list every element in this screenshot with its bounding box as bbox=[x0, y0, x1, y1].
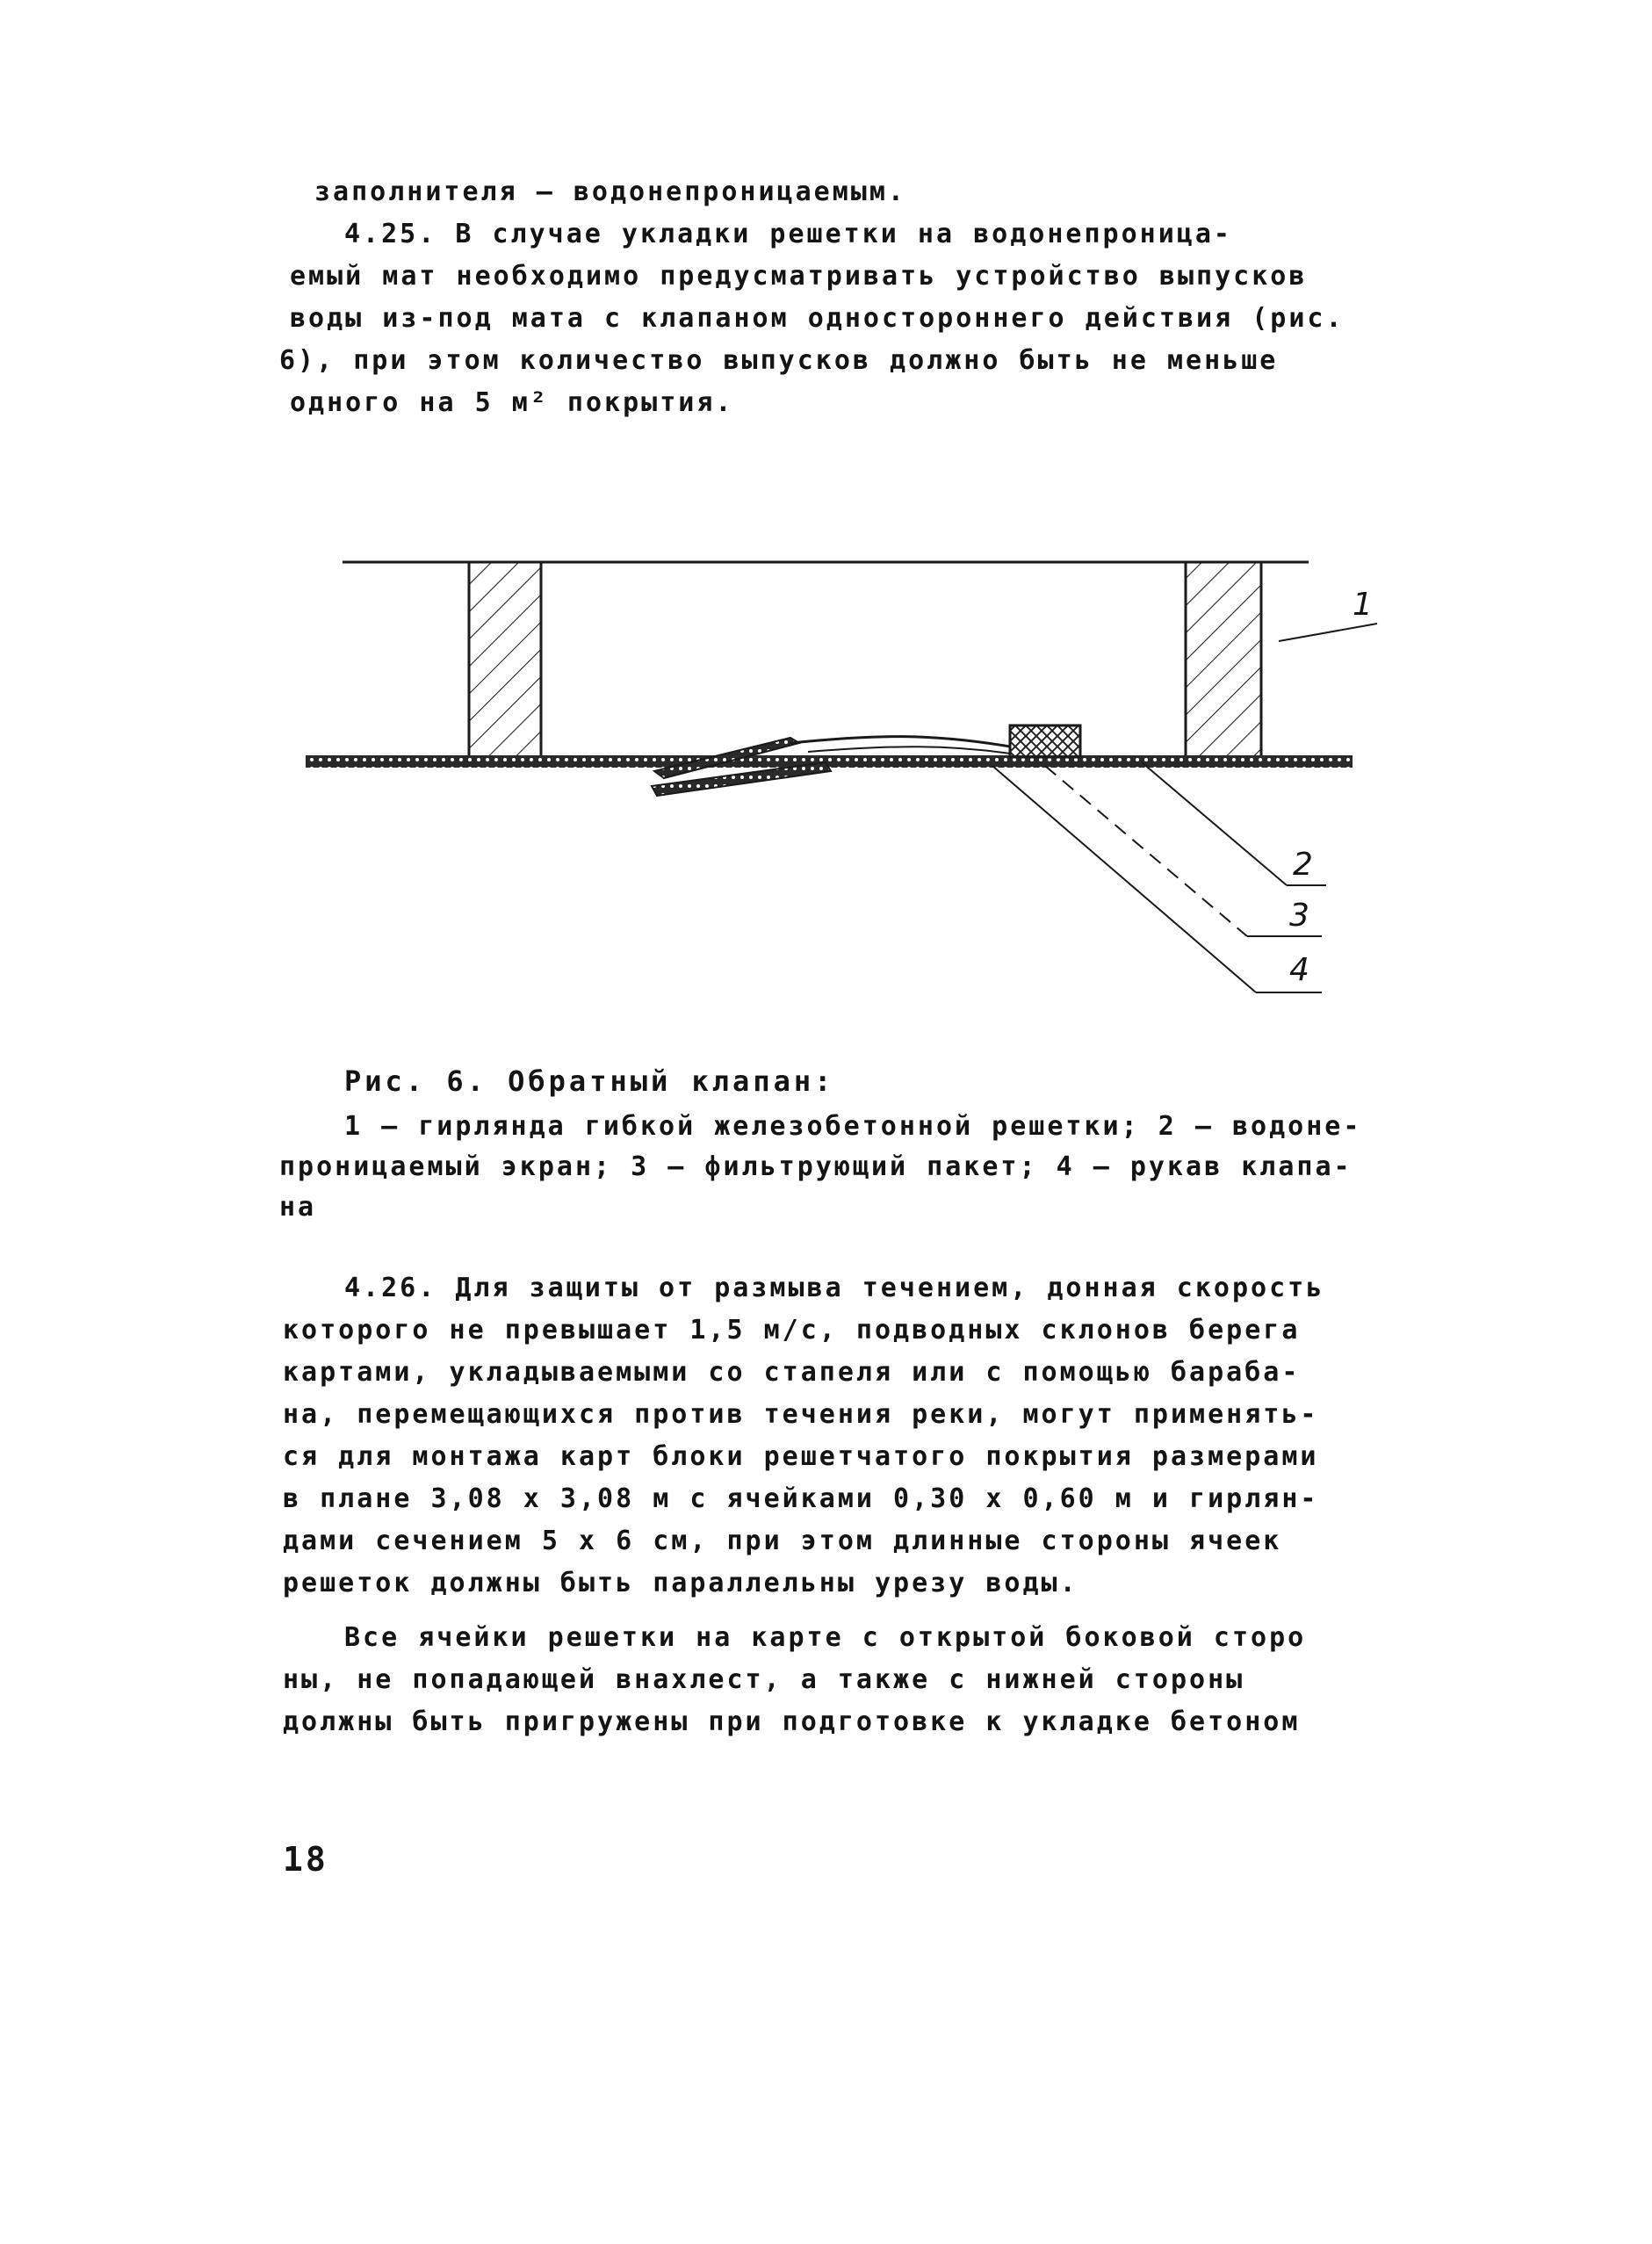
text-line: ны, не попадающей внахлест, а также с нижней стороны bbox=[283, 1664, 1245, 1695]
page-number: 18 bbox=[283, 1840, 328, 1879]
caption-line: 1 – гирлянда гибкой железобетонной решетки; 2 – водоне- bbox=[344, 1111, 1362, 1142]
callout-3: 3 bbox=[1289, 898, 1309, 934]
text-line: емый мат необходимо предусматривать устройство выпусков bbox=[290, 261, 1308, 292]
leader-2 bbox=[1142, 762, 1287, 885]
callout-2: 2 bbox=[1293, 847, 1313, 883]
beam-right bbox=[1186, 562, 1261, 757]
figure-check-valve bbox=[299, 536, 1388, 1028]
text-line: 4.26. Для защиты от размыва течением, донная скорость bbox=[344, 1273, 1325, 1303]
text-line: воды из-под мата с клапаном одностороннего действия (рис. bbox=[290, 303, 1345, 334]
leader-4 bbox=[992, 766, 1256, 992]
leader-3 bbox=[1045, 766, 1247, 936]
filter-package bbox=[1010, 725, 1080, 757]
caption-line: проницаемый экран; 3 – фильтрующий пакет; 4 – рукав клапа- bbox=[279, 1151, 1353, 1182]
check-valve-diagram bbox=[299, 536, 1388, 1028]
caption-title: Рис. 6. Обратный клапан: bbox=[344, 1064, 835, 1098]
beam-left bbox=[469, 562, 541, 757]
text-line: дами сечением 5 x 6 см, при этом длинные стороны ячеек bbox=[283, 1526, 1282, 1556]
valve-flap-line bbox=[790, 737, 1010, 747]
text-line: одного на 5 м² покрытия. bbox=[290, 387, 734, 418]
callout-1: 1 bbox=[1353, 587, 1373, 623]
text-line: 4.25. В случае укладки решетки на водонепроница- bbox=[344, 219, 1232, 249]
valve-flap-line-2 bbox=[808, 747, 1010, 754]
text-line: 6), при этом количество выпусков должно быть не меньше bbox=[279, 345, 1279, 376]
text-line: которого не превышает 1,5 м/с, подводных склонов берега bbox=[283, 1315, 1301, 1346]
text-line: решеток должны быть параллельны урезу воды. bbox=[283, 1568, 1078, 1598]
text-line: ся для монтажа карт блоки решетчатого покрытия размерами bbox=[283, 1441, 1319, 1472]
text-line: картами, укладываемыми со стапеля или с помощью бараба- bbox=[283, 1357, 1301, 1388]
callout-4: 4 bbox=[1289, 952, 1309, 988]
text-line: в плане 3,08 x 3,08 м с ячейками 0,30 x 0,60 м и гирлян- bbox=[283, 1483, 1319, 1514]
leader-1 bbox=[1279, 624, 1377, 641]
text-line: Все ячейки решетки на карте с открытой боковой сторо bbox=[344, 1622, 1307, 1653]
text-line: должны быть пригружены при подготовке к укладке бетоном bbox=[283, 1706, 1301, 1737]
caption-line: на bbox=[279, 1192, 317, 1223]
text-line: заполнителя – водонепроницаемым. bbox=[314, 177, 906, 207]
text-line: на, перемещающихся против течения реки, могут применять- bbox=[283, 1399, 1319, 1430]
